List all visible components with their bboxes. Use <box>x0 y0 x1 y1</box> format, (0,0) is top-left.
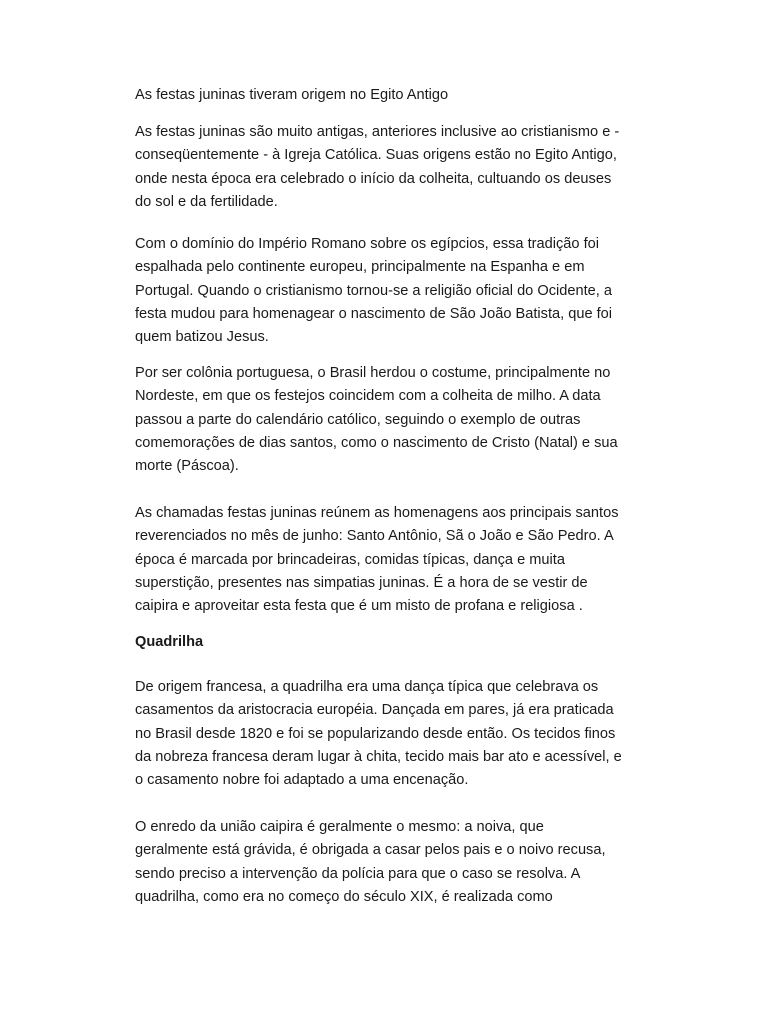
document-title <box>135 84 635 107</box>
paragraph-brazil <box>135 362 635 478</box>
paragraph-line: quem batizou Jesus. <box>135 329 269 346</box>
paragraph-line: passou a parte do calendário católico, seguindo o exemplo de outras <box>135 411 581 428</box>
paragraph-line: sendo preciso a intervenção da polícia para que o caso se resolva. A <box>135 865 581 882</box>
paragraph-line: conseqüentemente - à Igreja Católica. Suas origens estão no Egito Antigo, <box>135 147 617 164</box>
paragraph-line: Portugal. Quando o cristianismo tornou-se a religião oficial do Ocidente, a <box>135 282 612 299</box>
paragraph-line: reverenciados no mês de junho: Santo Antônio, Sã o João e São Pedro. A <box>135 528 614 545</box>
paragraph-plot <box>135 816 635 909</box>
paragraph-line: As chamadas festas juninas reúnem as homenagens aos principais santos <box>135 505 619 521</box>
paragraph-line: O enredo da união caipira é geralmente o mesmo: a noiva, que <box>135 819 544 835</box>
paragraph-line: casamentos da aristocracia européia. Dançada em pares, já era praticada <box>135 702 614 719</box>
paragraph-line: quadrilha, como era no começo do século XIX, é realizada como <box>135 888 553 905</box>
paragraph-line: As festas juninas são muito antigas, anteriores inclusive ao cristianismo e - <box>135 124 620 140</box>
paragraph-line: geralmente está grávida, é obrigada a casar pelos pais e o noivo recusa, <box>135 842 606 859</box>
paragraph-line: morte (Páscoa). <box>135 458 239 475</box>
paragraph-line: Com o domínio do Império Romano sobre os egípcios, essa tradição foi <box>135 236 599 252</box>
paragraph-line: época é marcada por brincadeiras, comidas típicas, dança e muita <box>135 551 565 568</box>
section-heading-quadrilha <box>135 631 635 654</box>
title-line: As festas juninas tiveram origem no Egito Antigo <box>135 87 449 103</box>
paragraph-line: comemorações de dias santos, como o nascimento de Cristo (Natal) e sua <box>135 434 618 451</box>
paragraph-line: superstição, presentes nas simpatias juninas. É a hora de se vestir de <box>135 574 588 591</box>
paragraph-line: da nobreza francesa deram lugar à chita, tecido mais bar ato e acessível, e <box>135 748 622 765</box>
paragraph-line: o casamento nobre foi adaptado a uma encenação. <box>135 772 469 789</box>
paragraph-line: onde nesta época era celebrado o início da colheita, cultuando os deuses <box>135 170 612 187</box>
paragraph-line: festa mudou para homenagear o nascimento de São João Batista, que foi <box>135 305 613 322</box>
paragraph-quadrilha-origin <box>135 676 635 792</box>
paragraph-line: no Brasil desde 1820 e foi se popularizando desde então. Os tecidos finos <box>135 725 616 742</box>
paragraph-line: caipira e aproveitar esta festa que é um misto de profana e religiosa . <box>135 598 583 615</box>
paragraph-line: Nordeste, em que os festejos coincidem com a colheita de milho. A data <box>135 388 601 405</box>
paragraph-line: do sol e da fertilidade. <box>135 193 278 210</box>
paragraph-line: Por ser colônia portuguesa, o Brasil herdou o costume, principalmente no <box>135 365 611 381</box>
paragraph-line: espalhada pelo continente europeu, principalmente na Espanha e em <box>135 259 585 276</box>
paragraph-line: De origem francesa, a quadrilha era uma dança típica que celebrava os <box>135 679 599 695</box>
paragraph-saints <box>135 502 635 618</box>
heading-line: Quadrilha <box>135 634 204 650</box>
paragraph-origins <box>135 121 635 214</box>
paragraph-roman-empire <box>135 233 635 349</box>
